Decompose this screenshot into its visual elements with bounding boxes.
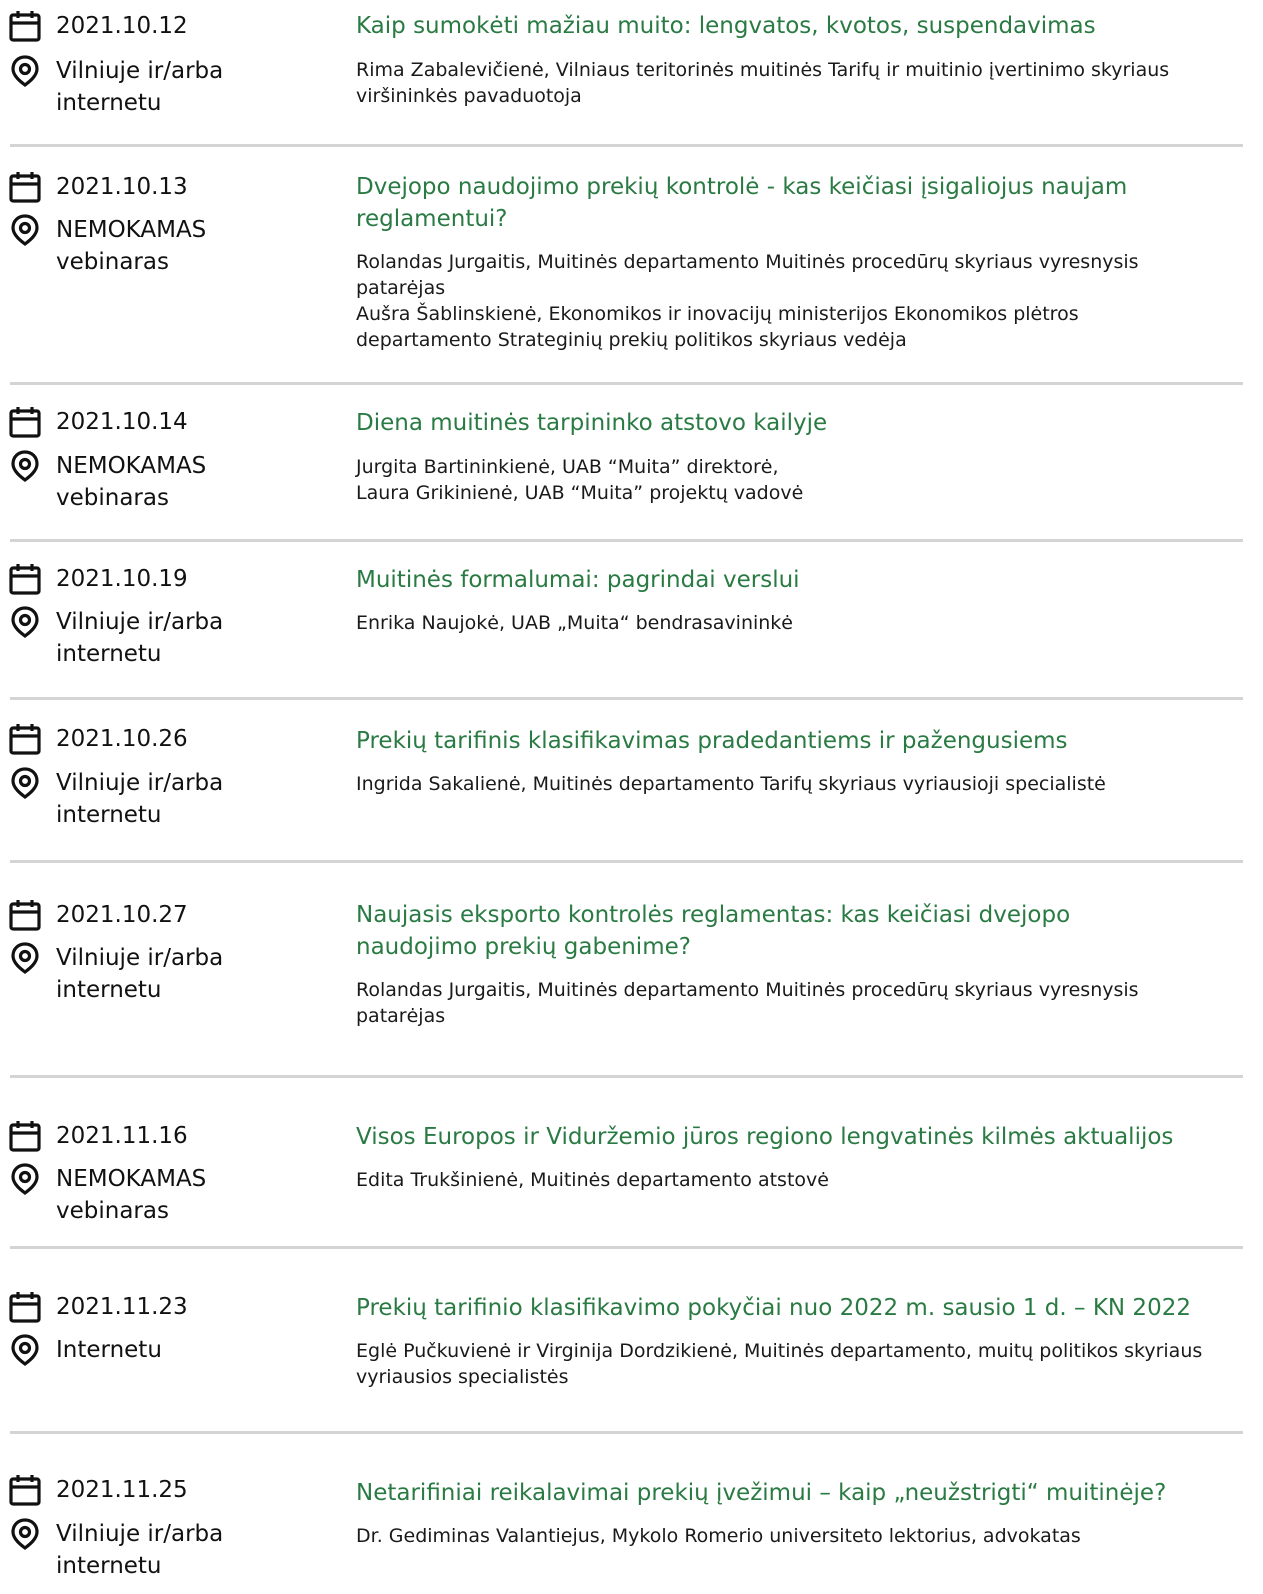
location-pin-icon bbox=[8, 54, 42, 88]
event-speakers bbox=[356, 57, 1236, 109]
calendar-icon bbox=[8, 1119, 42, 1153]
event-title[interactable]: Diena muitinės tarpininko atstovo kailyje bbox=[356, 410, 828, 436]
separator bbox=[10, 1246, 1243, 1249]
speaker-line: Rolandas Jurgaitis, Muitinės departamento Muitinės procedūrų skyriaus vyresnysis patarėjas bbox=[356, 979, 1139, 1027]
speaker-line: Ingrida Sakalienė, Muitinės departamento Tarifų skyriaus vyriausioji specialistė bbox=[356, 773, 1106, 795]
event-date-text: 2021.10.19 bbox=[56, 566, 188, 592]
event-speakers bbox=[356, 249, 1196, 353]
event-location-text: NEMOKAMAS vebinaras bbox=[56, 453, 207, 511]
event-date-text: 2021.10.14 bbox=[56, 409, 188, 435]
speaker-line: Rolandas Jurgaitis, Muitinės departamento Muitinės procedūrų skyriaus vyresnysis patarėjas bbox=[356, 251, 1139, 299]
event-speakers bbox=[356, 1523, 1236, 1549]
location-pin-icon bbox=[8, 1333, 42, 1367]
location-pin-icon bbox=[8, 941, 42, 975]
speaker-line: Aušra Šablinskienė, Ekonomikos ir inovacijų ministerijos Ekonomikos plėtros departamento Strateginių prekių politikos skyriaus vedėja bbox=[356, 303, 1079, 351]
separator bbox=[10, 697, 1243, 700]
event-date bbox=[8, 723, 256, 756]
event-location bbox=[8, 1334, 256, 1367]
event-title[interactable]: Dvejopo naudojimo prekių kontrolė - kas keičiasi įsigaliojus naujam reglamentui? bbox=[356, 174, 1128, 232]
location-pin-icon bbox=[8, 766, 42, 800]
event-location-text: Internetu bbox=[56, 1337, 162, 1363]
location-pin-icon bbox=[8, 605, 42, 639]
event-title[interactable]: Prekių tarifinio klasifikavimo pokyčiai nuo 2022 m. sausio 1 d. – KN 2022 bbox=[356, 1295, 1191, 1321]
separator bbox=[10, 144, 1243, 147]
calendar-icon bbox=[8, 9, 42, 43]
location-pin-icon bbox=[8, 1517, 42, 1551]
event-speakers bbox=[356, 771, 1236, 797]
speaker-line: Eglė Pučkuvienė ir Virginija Dordzikienė, Muitinės departamento, muitų politikos skyriaus vyriausios specialistės bbox=[356, 1340, 1203, 1388]
speaker-line: Rima Zabalevičienė, Vilniaus teritorinės muitinės Tarifų ir muitinio įvertinimo skyriaus viršininkės pavaduotoja bbox=[356, 59, 1170, 107]
event-date-text: 2021.11.23 bbox=[56, 1294, 188, 1320]
event-title[interactable]: Prekių tarifinis klasifikavimas pradedantiems ir pažengusiems bbox=[356, 728, 1068, 754]
event-speakers bbox=[356, 977, 1156, 1029]
event-date-text: 2021.10.26 bbox=[56, 726, 188, 752]
event-location bbox=[8, 214, 256, 278]
event-location-text: Vilniuje ir/arba internetu bbox=[56, 1521, 224, 1579]
separator bbox=[10, 382, 1243, 385]
calendar-icon bbox=[8, 898, 42, 932]
event-location-text: Vilniuje ir/arba internetu bbox=[56, 770, 224, 828]
event-date bbox=[8, 1120, 256, 1153]
event-date bbox=[8, 10, 256, 43]
speaker-line: Edita Trukšinienė, Muitinės departamento atstovė bbox=[356, 1169, 829, 1191]
event-date bbox=[8, 899, 256, 932]
calendar-icon bbox=[8, 562, 42, 596]
event-date bbox=[8, 406, 256, 439]
event-location-text: Vilniuje ir/arba internetu bbox=[56, 945, 224, 1003]
separator bbox=[10, 1075, 1243, 1078]
event-title[interactable]: Naujasis eksporto kontrolės reglamentas: kas keičiasi dvejopo naudojimo prekių gabenime? bbox=[356, 902, 1071, 960]
event-title[interactable]: Kaip sumokėti mažiau muito: lengvatos, kvotos, suspendavimas bbox=[356, 13, 1096, 39]
event-title[interactable]: Netarifiniai reikalavimai prekių įvežimui – kaip „neužstrigti“ muitinėje? bbox=[356, 1480, 1167, 1506]
event-title[interactable]: Muitinės formalumai: pagrindai verslui bbox=[356, 567, 800, 593]
event-location bbox=[8, 942, 256, 1006]
event-date bbox=[8, 563, 256, 596]
event-date bbox=[8, 1474, 256, 1507]
event-date-text: 2021.11.25 bbox=[56, 1477, 188, 1503]
event-location-text: NEMOKAMAS vebinaras bbox=[56, 217, 207, 275]
event-date-text: 2021.11.16 bbox=[56, 1123, 188, 1149]
event-speakers bbox=[356, 1167, 1236, 1193]
location-pin-icon bbox=[8, 449, 42, 483]
speaker-line: Enrika Naujokė, UAB „Muita“ bendrasavininkė bbox=[356, 612, 793, 634]
calendar-icon bbox=[8, 170, 42, 204]
event-location-text: NEMOKAMAS vebinaras bbox=[56, 1166, 207, 1224]
event-title[interactable]: Visos Europos ir Viduržemio jūros regiono lengvatinės kilmės aktualijos bbox=[356, 1124, 1174, 1150]
event-speakers bbox=[356, 1338, 1236, 1390]
event-location bbox=[8, 606, 256, 670]
location-pin-icon bbox=[8, 1162, 42, 1196]
calendar-icon bbox=[8, 405, 42, 439]
event-speakers bbox=[356, 454, 1236, 506]
event-location bbox=[8, 55, 256, 119]
calendar-icon bbox=[8, 1290, 42, 1324]
event-date bbox=[8, 1291, 256, 1324]
speaker-line: Jurgita Bartininkienė, UAB “Muita” direktorė, bbox=[356, 456, 779, 478]
calendar-icon bbox=[8, 1473, 42, 1507]
separator bbox=[10, 1431, 1243, 1434]
event-location bbox=[8, 767, 256, 831]
event-speakers bbox=[356, 610, 1236, 636]
speaker-line: Dr. Gediminas Valantiejus, Mykolo Romerio universiteto lektorius, advokatas bbox=[356, 1525, 1081, 1547]
event-location-text: Vilniuje ir/arba internetu bbox=[56, 609, 224, 667]
calendar-icon bbox=[8, 722, 42, 756]
event-location bbox=[8, 1518, 256, 1582]
event-date-text: 2021.10.12 bbox=[56, 13, 188, 39]
event-location bbox=[8, 1163, 256, 1227]
location-pin-icon bbox=[8, 213, 42, 247]
event-date-text: 2021.10.13 bbox=[56, 174, 188, 200]
separator bbox=[10, 860, 1243, 863]
separator bbox=[10, 539, 1243, 542]
speaker-line: Laura Grikinienė, UAB “Muita” projektų vadovė bbox=[356, 482, 804, 504]
event-location bbox=[8, 450, 256, 514]
event-location-text: Vilniuje ir/arba internetu bbox=[56, 58, 224, 116]
event-date bbox=[8, 171, 256, 204]
event-date-text: 2021.10.27 bbox=[56, 902, 188, 928]
